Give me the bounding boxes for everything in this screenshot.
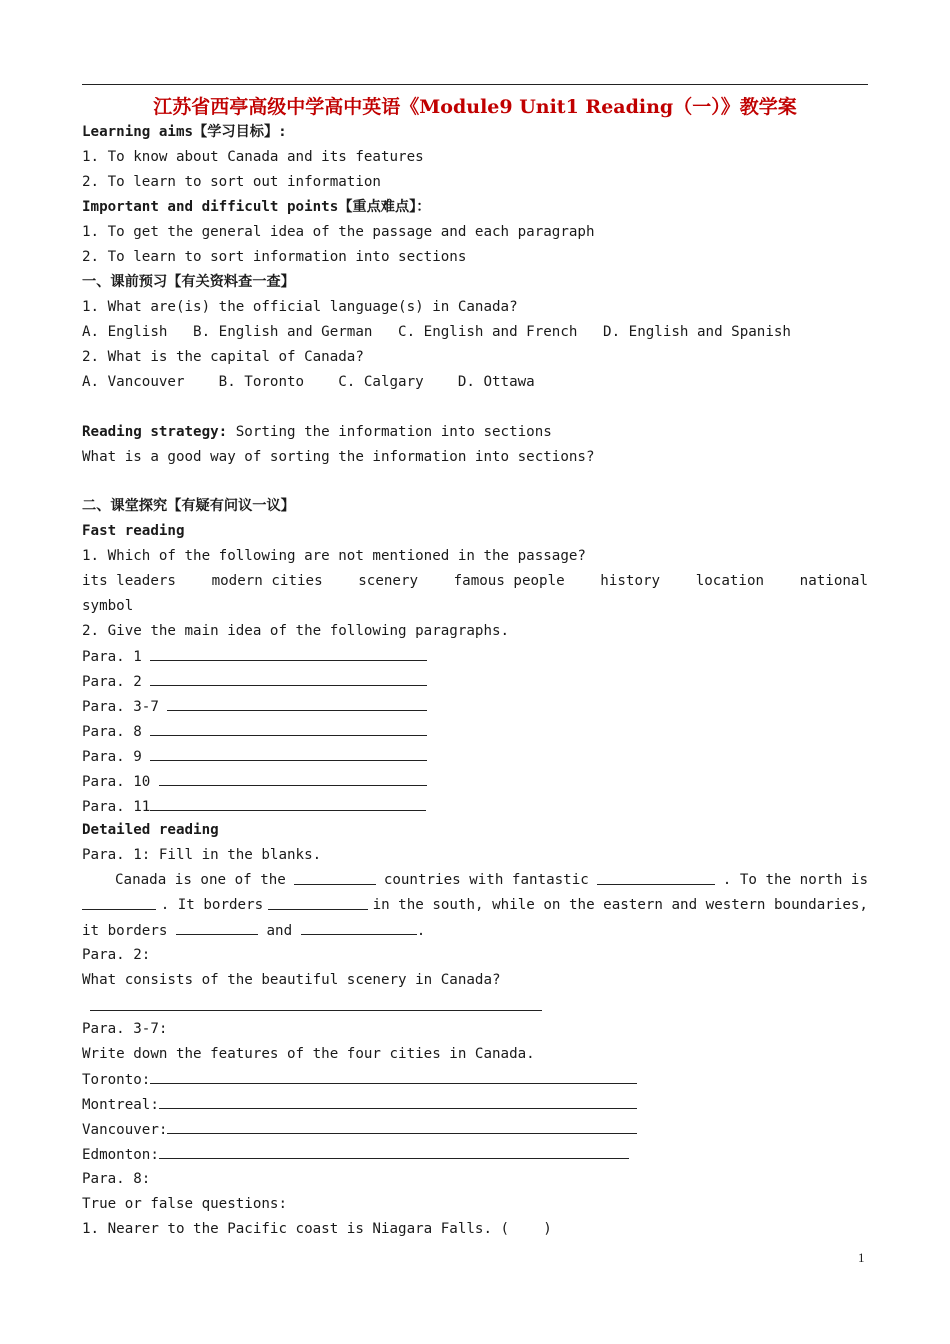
answer-blank[interactable] [167,696,427,711]
para-line [82,721,427,742]
fill-text: in the south, while on the eastern and western boundaries, [372,897,868,913]
answer-blank[interactable] [150,646,427,661]
points-heading: Important and difficult points【重点难点】： [82,199,431,215]
answer-blank[interactable] [150,671,427,686]
answer-blank[interactable] [294,870,376,885]
answer-blank[interactable] [82,895,156,910]
header-rule [82,84,868,85]
fill-text: . [416,923,426,939]
explore-heading: 二、课堂探究【有疑有问议一议】 [82,498,295,514]
fast-question-1: 1. Which of the following are not mentioned in the passage? [82,548,586,564]
para37-label: Para. 3-7: [82,1021,168,1037]
city-line [82,1144,629,1165]
answer-blank[interactable] [176,920,258,935]
fast-question-2: 2. Give the main idea of the following paragraphs. [82,623,510,639]
page-title: 江苏省西亭高级中学高中英语《Module9 Unit1 Reading（一）》教学案 [153,96,797,118]
option-item: its leaders [82,573,176,589]
preview-options-1: A. English B. English and German C. English and French D. English and Spanish [82,324,791,340]
answer-blank[interactable] [268,895,368,910]
para-label: Para. 1 [82,649,142,665]
fill-line-1 [82,870,868,890]
para-label: Para. 10 [82,774,151,790]
para8-question: True or false questions: [82,1196,287,1212]
aim-item: 2. To learn to sort out information [82,174,381,190]
para2-label: Para. 2: [82,947,151,963]
preview-heading: 一、课前预习【有关资料查一查】 [82,274,295,290]
fill-line-2 [82,895,868,915]
aim-item: 1. To know about Canada and its features [82,149,424,165]
aims-heading: Learning aims【学习目标】: [82,124,287,140]
true-false-item: 1. Nearer to the Pacific coast is Niagara Falls. ( ) [82,1221,552,1237]
para-line [82,771,427,792]
answer-line[interactable] [90,1010,542,1011]
preview-options-2: A. Vancouver B. Toronto C. Calgary D. Ottawa [82,374,535,390]
option-item: location [695,573,765,589]
para-label: Para. 8 [82,724,142,740]
preview-question-1: 1. What are(is) the official language(s) in Canada? [82,299,518,315]
answer-blank[interactable] [159,1144,629,1159]
page-number: 1 [858,1250,865,1265]
option-item: scenery [358,573,419,589]
option-item: famous people [453,573,565,589]
answer-blank[interactable] [159,771,427,786]
para-label: Para. 11 [82,799,151,815]
para-line [82,696,427,717]
para1-label: Para. 1: Fill in the blanks. [82,847,322,863]
para-label: Para. 2 [82,674,142,690]
strategy-question: What is a good way of sorting the information into sections? [82,449,595,465]
strategy-label: Reading strategy: [82,424,228,440]
fast-options-row [82,571,868,591]
city-line [82,1094,637,1115]
para-label: Para. 9 [82,749,142,765]
city-line [82,1119,637,1140]
answer-blank[interactable] [150,1069,637,1084]
strategy-line [82,422,552,442]
answer-blank[interactable] [159,1094,637,1109]
fill-text: . To the north is [722,872,868,888]
answer-blank[interactable] [150,796,426,811]
option-item: modern cities [211,573,323,589]
fill-text: and [266,923,293,939]
strategy-text: Sorting the information into sections [227,424,552,440]
city-line [82,1069,637,1090]
fast-reading-heading: Fast reading [82,523,185,539]
city-label: Edmonton: [82,1147,159,1163]
fill-text: Canada is one of the [115,872,286,888]
option-item: national [799,573,868,589]
para-line [82,671,427,692]
para-line [82,646,427,667]
answer-blank[interactable] [150,721,427,736]
answer-blank[interactable] [167,1119,637,1134]
preview-question-2: 2. What is the capital of Canada? [82,349,364,365]
fill-text: it borders [82,923,168,939]
option-item: history [600,573,661,589]
detailed-reading-heading: Detailed reading [82,822,219,838]
para2-question: What consists of the beautiful scenery in Canada? [82,972,501,988]
point-item: 1. To get the general idea of the passage and each paragraph [82,224,595,240]
para-label: Para. 3-7 [82,699,159,715]
city-label: Vancouver: [82,1122,168,1138]
fill-line-3 [82,920,425,941]
answer-blank[interactable] [150,746,427,761]
fill-text: countries with fantastic [383,872,589,888]
para-line [82,746,427,767]
answer-blank[interactable] [597,870,715,885]
city-label: Montreal: [82,1097,159,1113]
para37-question: Write down the features of the four cities in Canada. [82,1046,535,1062]
para-line [82,796,426,817]
option-item: symbol [82,598,134,614]
point-item: 2. To learn to sort information into sections [82,249,467,265]
fill-text: . It borders [160,897,264,913]
city-label: Toronto: [82,1072,151,1088]
answer-blank[interactable] [301,920,417,935]
para8-label: Para. 8: [82,1171,151,1187]
